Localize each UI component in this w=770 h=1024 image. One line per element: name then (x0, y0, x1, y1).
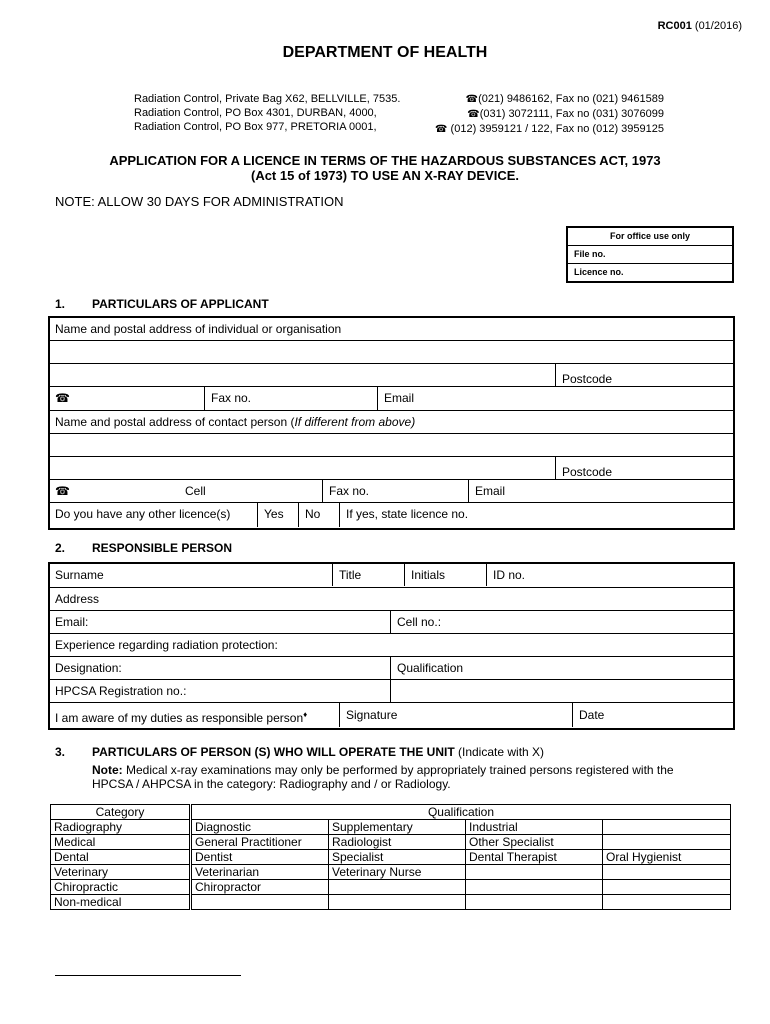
operator-qualification-table (50, 804, 731, 910)
table-row: Medical General Practitioner Radiologist Other Specialist (51, 835, 731, 850)
diamond-icon: ♦ (303, 710, 308, 719)
page-title: DEPARTMENT OF HEALTH (282, 44, 488, 61)
id-no-field[interactable]: ID no. (493, 568, 526, 582)
duties-declaration: I am aware of my duties as responsible person♦ (55, 710, 308, 725)
declaration-row (50, 702, 733, 727)
file-no-field[interactable]: File no. (568, 245, 732, 263)
responsible-person-box (48, 562, 735, 730)
contact-person-label: Name and postal address of contact person (If different from above) (55, 415, 416, 429)
applicant-email-field[interactable]: Email (384, 391, 415, 405)
office-use-box (566, 226, 734, 283)
licence-no-field[interactable]: Licence no. (568, 263, 732, 281)
cell-no-field[interactable]: Cell no.: (397, 615, 442, 629)
form-reference (658, 20, 742, 32)
signature-field[interactable]: Signature (346, 708, 398, 722)
category-header: Category (51, 805, 190, 820)
section2-title: RESPONSIBLE PERSON (92, 541, 233, 555)
initials-field[interactable]: Initials (411, 568, 446, 582)
section2-number: 2. (55, 541, 66, 555)
application-title-line1: APPLICATION FOR A LICENCE IN TERMS OF THE HAZARDOUS SUBSTANCES ACT, 1973 (109, 153, 661, 168)
contact-fax-field[interactable]: Fax no. (329, 484, 370, 498)
address-pretoria: Radiation Control, PO Box 977, PRETORIA 0001, (134, 121, 377, 133)
qualification-header: Qualification (192, 805, 731, 820)
contact-details-row (50, 479, 733, 502)
application-title-line2: (Act 15 of 1973) TO USE AN X-RAY DEVICE. (250, 168, 520, 183)
other-licence-label: Do you have any other licence(s) (55, 507, 231, 521)
address-field[interactable]: Address (55, 592, 100, 606)
table-row: Dental Dentist Specialist Dental Therapist Oral Hygienist (51, 850, 731, 865)
phone-icon: ☎ (55, 391, 70, 405)
responsible-email-row (50, 610, 733, 633)
address-durban: Radiation Control, PO Box 4301, DURBAN, 4000, (134, 107, 377, 119)
contact-postcode-row (50, 456, 733, 479)
surname-field[interactable]: Surname (55, 568, 104, 582)
responsible-identity-row (50, 564, 733, 586)
applicant-name-row (50, 318, 733, 340)
table-row: Non-medical (51, 895, 731, 910)
state-licence-field[interactable]: If yes, state licence no. (346, 507, 469, 521)
footnote-divider (55, 975, 241, 976)
experience-field[interactable]: Experience regarding radiation protection: (55, 638, 278, 652)
other-licence-no[interactable]: No (305, 507, 321, 521)
email-field[interactable]: Email: (55, 615, 89, 629)
phone-pretoria: ☎ (012) 3959121 / 122, Fax no (012) 3959125 (435, 123, 664, 135)
contact-person-row (50, 410, 733, 433)
other-licence-row (50, 502, 733, 527)
applicant-address-line[interactable] (50, 340, 733, 363)
contact-cell-field[interactable]: Cell (185, 484, 206, 498)
date-field[interactable]: Date (579, 708, 605, 722)
address-bellville: Radiation Control, Private Bag X62, BELLVILLE, 7535. (134, 93, 401, 105)
title-field[interactable]: Title (339, 568, 362, 582)
contact-email-field[interactable]: Email (475, 484, 506, 498)
application-title (0, 153, 770, 183)
contact-postcode-field[interactable]: Postcode (562, 465, 613, 479)
section3-note: Note: Medical x-ray examinations may only be performed by appropriately trained persons registered with the HPCSA / AHPCSA in the category: Radiography and / or Radiology. (92, 763, 674, 791)
applicant-postcode-row (50, 363, 733, 386)
responsible-address-row (50, 587, 733, 610)
hpcsa-field[interactable]: HPCSA Registration no.: (55, 684, 187, 698)
table-row: Chiropractic Chiropractor (51, 880, 731, 895)
phone-block (435, 92, 664, 137)
experience-row (50, 633, 733, 656)
phone-icon: ☎ (55, 484, 70, 498)
phone-icon: ☎ (467, 109, 480, 120)
hpcsa-row (50, 679, 733, 702)
applicant-name-label: Name and postal address of individual or organisation (55, 322, 342, 336)
applicant-particulars-box (48, 316, 735, 530)
section3-title: PARTICULARS OF PERSON (S) WHO WILL OPERATE THE UNIT (Indicate with X) (92, 745, 545, 759)
applicant-fax-field[interactable]: Fax no. (211, 391, 252, 405)
form-date: (01/2016) (694, 20, 742, 32)
phone-icon: ☎ (465, 94, 479, 105)
phone-icon: ☎ (435, 124, 448, 135)
section1-title: PARTICULARS OF APPLICANT (92, 297, 269, 311)
qualification-field[interactable]: Qualification (397, 661, 464, 675)
form-code: RC001 (657, 20, 692, 32)
table-header-row (51, 805, 731, 820)
contact-address-line[interactable] (50, 433, 733, 456)
phone-bellville: ☎(021) 9486162, Fax no (021) 9461589 (465, 93, 664, 105)
section1-number: 1. (55, 297, 66, 311)
section3-number: 3. (55, 745, 66, 759)
table-row: Veterinary Veterinarian Veterinary Nurse (51, 865, 731, 880)
table-row: Radiography Diagnostic Supplementary Industrial (51, 820, 731, 835)
applicant-postcode-field[interactable]: Postcode (562, 372, 613, 386)
address-block (134, 92, 400, 134)
phone-durban: ☎(031) 3072111, Fax no (031) 3076099 (467, 108, 664, 120)
designation-field[interactable]: Designation: (55, 661, 122, 675)
applicant-contact-row (50, 386, 733, 410)
office-use-heading: For office use only (609, 231, 690, 241)
administration-note: NOTE: ALLOW 30 DAYS FOR ADMINISTRATION (55, 194, 344, 209)
designation-row (50, 656, 733, 679)
other-licence-yes[interactable]: Yes (264, 507, 284, 521)
